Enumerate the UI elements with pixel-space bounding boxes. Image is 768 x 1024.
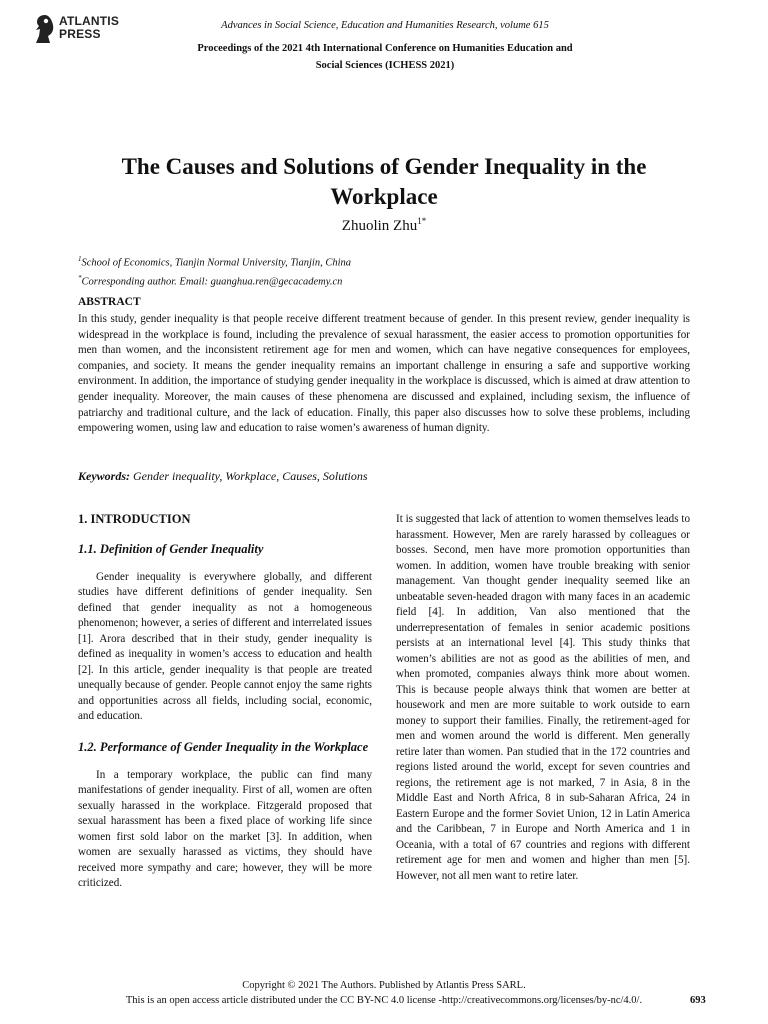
logo-text: ATLANTIS PRESS [59, 14, 120, 41]
corresponding-author [78, 271, 351, 290]
subsection-heading-performance: 1.2. Performance of Gender Inequality in the Workplace [78, 739, 369, 754]
paragraph-definition: Gender inequality is everywhere globally, and different studies have different definitions of gender inequality. Sen defined that gender inequality as not a homogeneous phenomenon; however, a series of different and interrelated issues [1]. Arora described that in their study, gender inequality is defined as inequality in women’s access to education and health [2]. In this article, gender inequality is that people are treated unequally because of gender. People cannot enjoy the same rights and opportunities across all fields, including social, economic, and education. [78, 570, 372, 722]
author-marks: 1* [417, 216, 427, 226]
atlantis-figure-icon [34, 14, 56, 44]
corresponding-text: Corresponding author. Email: guanghua.ren@gecacademy.cn [81, 276, 343, 287]
abstract-heading: ABSTRACT [78, 296, 141, 308]
keywords [78, 469, 368, 484]
proceedings-line-1: Proceedings of the 2021 4th International Conference on Humanities Education and [197, 43, 573, 54]
footer-copyright: Copyright © 2021 The Authors. Published by Atlantis Press SARL. [242, 980, 526, 991]
proceedings-title [140, 40, 630, 74]
section-heading-introduction: 1. INTRODUCTION [78, 512, 191, 526]
footer-license: This is an open access article distributed under the CC BY-NC 4.0 license -http://creativecommons.org/licenses/by-nc/4.0/. [125, 995, 643, 1006]
paper-title-line-1: The Causes and Solutions of Gender Inequality in the [121, 154, 647, 179]
keywords-value: Gender inequality, Workplace, Causes, Solutions [133, 469, 368, 483]
author-name: Zhuolin Zhu [341, 218, 418, 234]
paragraph-performance: In a temporary workplace, the public can find many manifestations of gender inequality. First of all, women are often sexually harassed in the workplace. Fitzgerald proposed that sexual harassment has been a fixed place of working life since women first sold labor on the market [3]. In addition, when women are sexually harassed as victims, they should have received more sympathy and care; however, they will be more criticized. [78, 768, 372, 889]
left-column [78, 512, 372, 892]
affiliation-1-text: School of Economics, Tianjin Normal University, Tianjin, China [81, 257, 352, 269]
corresponding-mark: * [78, 273, 82, 282]
subsection-heading-definition: 1.1. Definition of Gender Inequality [78, 541, 264, 556]
author [0, 216, 768, 235]
affiliation-1 [78, 252, 351, 271]
series-title: Advances in Social Science, Education and Humanities Research, volume 615 [221, 20, 549, 31]
paper-title [60, 152, 708, 212]
paragraph-continued: It is suggested that lack of attention to women themselves leads to harassment. However, Men are rarely harassed by colleagues or bosses. Second, men have more promotion opportunities than women. In addition, women have trouble breaking with senior management. Van thought gender inequality seemed like an unbeatable seven-headed dragon with many faces in an academic field [4]. In addition, Van also mentioned that the underrepresentation of females in senior academic positions persists at an international level [4]. This study thinks that women’s abilities are not as good as the abilities of men, and when promoted, companies always think more about women. This is because people always think that women are better at housework and men are more suitable to work outside to earn money to support their families. Finally, the retirement-aged for men and women around the world is different. Men generally retire later than women. Pan studied that in the 172 countries and regions listed around the world, except for seven countries and regions, the retirement age is not marked, 7 in Asia, 8 in the Middle East and North Africa, 8 in sub-Saharan Africa, 24 in Eastern Europe and the former Soviet Union, 12 in Latin America and the Caribbean, 7 in Europe and North America and 1 in Oceania, with a total of 67 countries and regions with different retirement age for men and women and higher than men [5]. However, not all men want to retire later. [396, 513, 690, 882]
affiliation-1-mark: 1 [78, 255, 82, 263]
atlantis-press-logo [34, 14, 124, 46]
page-number: 693 [690, 995, 706, 1006]
paper-title-line-2: Workplace [330, 184, 438, 209]
keywords-label: Keywords: [78, 469, 130, 483]
right-column [396, 512, 690, 884]
abstract-text: In this study, gender inequality is that people receive different treatment because of gender. In this present review, gender inequality is widespread in the workplace is found, including the prevalence of sexual harassment, the easier access to promotion opportunities for men than women, and the inconsistent retirement age for men and women, which can have negative consequences for employees, companies, and society. It means the gender inequality remains an important challenge in ensuring a safe and supportive working environment. In addition, the importance of studying gender inequality in the workplace is discussed, which is aimed at draw attention to gender inequality. Moreover, the main causes of these phenomena are discussed and explained, including sexism, the influence of patriarchy and traditional culture, and the lack of education. Finally, this paper also discusses how to solve these problems, including empowering women, using law and education to raise women’s awareness of human dignity. [78, 313, 690, 435]
proceedings-line-2: Social Sciences (ICHESS 2021) [315, 60, 455, 71]
affiliations [78, 252, 351, 289]
